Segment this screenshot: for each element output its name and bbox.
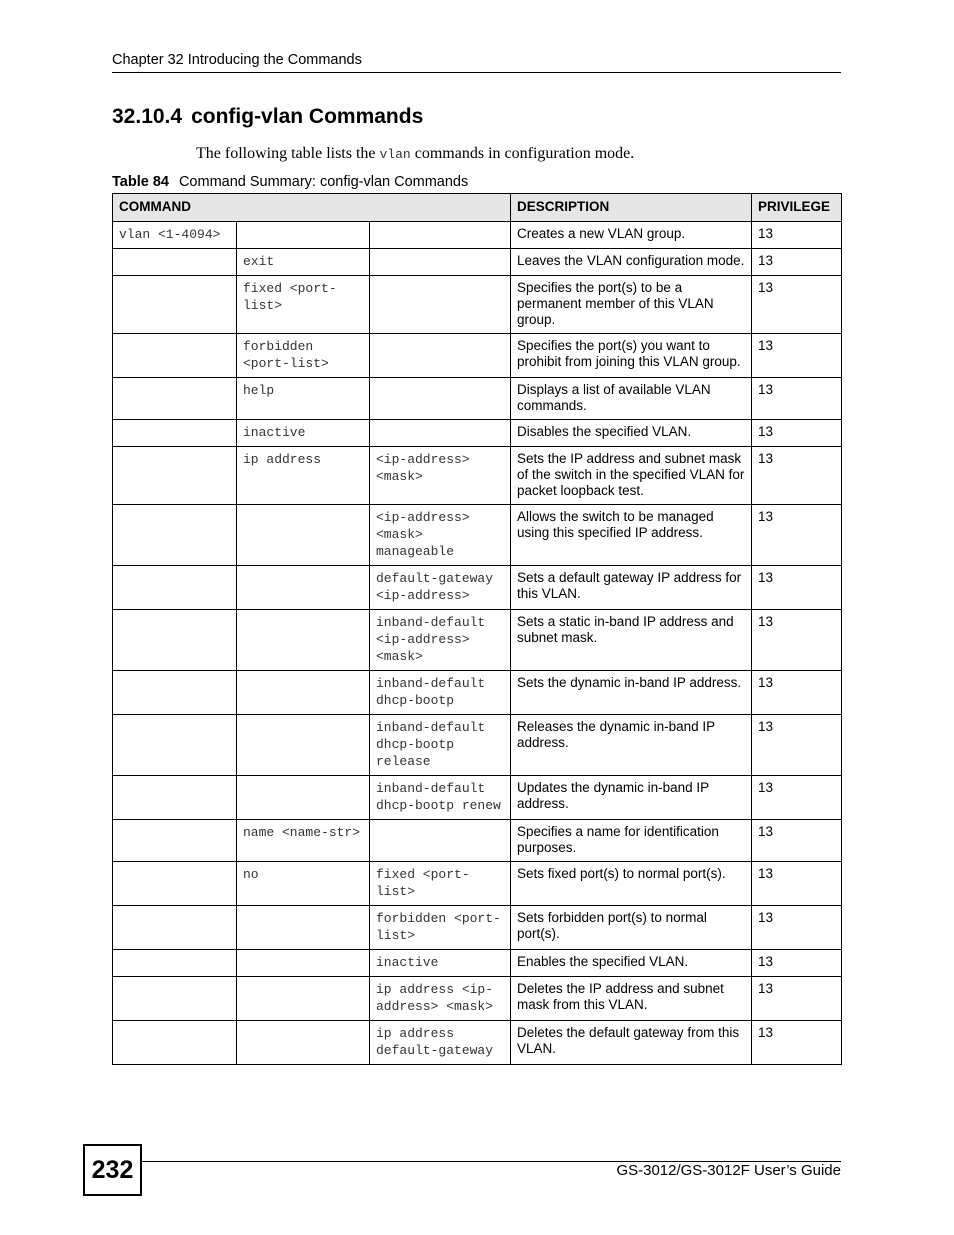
intro-code: vlan <box>379 147 411 162</box>
table-row <box>113 715 842 776</box>
privilege-cell: 13 <box>752 334 842 378</box>
section-number: 32.10.4 <box>112 105 183 128</box>
privilege-cell: 13 <box>752 776 842 820</box>
privilege-cell: 13 <box>752 447 842 505</box>
description-cell: Disables the specified VLAN. <box>511 420 752 447</box>
command-level-2 <box>237 566 370 610</box>
description-cell: Leaves the VLAN configuration mode. <box>511 249 752 276</box>
command-level-1 <box>113 566 237 610</box>
command-level-3: ip address default-gateway <box>370 1021 511 1065</box>
description-cell: Specifies the port(s) to be a permanent member of this VLAN group. <box>511 276 752 334</box>
command-level-1 <box>113 276 237 334</box>
command-level-1 <box>113 950 237 977</box>
command-level-2 <box>237 776 370 820</box>
description-cell: Displays a list of available VLAN commands. <box>511 378 752 420</box>
command-level-2: inactive <box>237 420 370 447</box>
command-level-3: inband-default dhcp-bootp release <box>370 715 511 776</box>
command-level-3: inband-default <ip-address> <mask> <box>370 610 511 671</box>
command-level-1 <box>113 776 237 820</box>
command-level-1 <box>113 378 237 420</box>
command-summary-table <box>112 193 842 1065</box>
description-cell: Deletes the default gateway from this VLAN. <box>511 1021 752 1065</box>
command-level-2: fixed <port-list> <box>237 276 370 334</box>
command-level-2 <box>237 1021 370 1065</box>
table-caption-label: Table 84 <box>112 174 169 190</box>
command-level-1 <box>113 977 237 1021</box>
command-level-2: ip address <box>237 447 370 505</box>
description-cell: Sets a default gateway IP address for this VLAN. <box>511 566 752 610</box>
command-level-3 <box>370 378 511 420</box>
command-level-1: vlan <1-4094> <box>113 222 237 249</box>
table-row <box>113 505 842 566</box>
command-level-3 <box>370 249 511 276</box>
command-level-2 <box>237 906 370 950</box>
command-level-1 <box>113 420 237 447</box>
privilege-cell: 13 <box>752 222 842 249</box>
description-cell: Enables the specified VLAN. <box>511 950 752 977</box>
privilege-cell: 13 <box>752 276 842 334</box>
command-level-2 <box>237 950 370 977</box>
table-row <box>113 977 842 1021</box>
command-level-2 <box>237 505 370 566</box>
command-level-2: exit <box>237 249 370 276</box>
command-level-2 <box>237 715 370 776</box>
table-body <box>113 222 842 1065</box>
privilege-cell: 13 <box>752 249 842 276</box>
description-cell: Specifies a name for identification purposes. <box>511 820 752 862</box>
guide-title: GS-3012/GS-3012F User’s Guide <box>616 1162 841 1179</box>
page-number: 232 <box>83 1144 142 1196</box>
table-caption <box>112 174 468 190</box>
description-cell: Updates the dynamic in-band IP address. <box>511 776 752 820</box>
table-row <box>113 1021 842 1065</box>
command-level-2 <box>237 610 370 671</box>
table-row <box>113 862 842 906</box>
description-cell: Sets forbidden port(s) to normal port(s). <box>511 906 752 950</box>
command-level-3: default-gateway <ip-address> <box>370 566 511 610</box>
header-description: DESCRIPTION <box>511 194 752 222</box>
intro-after: commands in configuration mode. <box>410 145 635 162</box>
command-level-3 <box>370 276 511 334</box>
table-row <box>113 334 842 378</box>
table-row <box>113 610 842 671</box>
command-level-1 <box>113 610 237 671</box>
description-cell: Sets the dynamic in-band IP address. <box>511 671 752 715</box>
command-level-2: name <name-str> <box>237 820 370 862</box>
privilege-cell: 13 <box>752 566 842 610</box>
command-level-3: forbidden <port-list> <box>370 906 511 950</box>
description-cell: Sets the IP address and subnet mask of the switch in the specified VLAN for packet loopback test. <box>511 447 752 505</box>
section-title-text: config-vlan Commands <box>191 105 424 128</box>
table-row <box>113 222 842 249</box>
description-cell: Creates a new VLAN group. <box>511 222 752 249</box>
privilege-cell: 13 <box>752 420 842 447</box>
command-level-3: <ip-address> <mask> <box>370 447 511 505</box>
command-level-3: fixed <port-list> <box>370 862 511 906</box>
command-level-1 <box>113 862 237 906</box>
table-row <box>113 906 842 950</box>
command-level-1 <box>113 505 237 566</box>
header-command: COMMAND <box>113 194 511 222</box>
command-level-1 <box>113 906 237 950</box>
privilege-cell: 13 <box>752 505 842 566</box>
table-row <box>113 420 842 447</box>
description-cell: Releases the dynamic in-band IP address. <box>511 715 752 776</box>
table-row <box>113 671 842 715</box>
section-title <box>112 105 423 129</box>
command-level-1 <box>113 820 237 862</box>
intro-paragraph <box>196 145 634 163</box>
table-row <box>113 776 842 820</box>
command-level-1 <box>113 334 237 378</box>
description-cell: Deletes the IP address and subnet mask from this VLAN. <box>511 977 752 1021</box>
command-level-1 <box>113 249 237 276</box>
command-level-1 <box>113 671 237 715</box>
intro-before: The following table lists the <box>196 145 380 162</box>
table-row <box>113 566 842 610</box>
table-row <box>113 378 842 420</box>
command-level-3: <ip-address> <mask> manageable <box>370 505 511 566</box>
table-row <box>113 950 842 977</box>
command-level-3 <box>370 222 511 249</box>
privilege-cell: 13 <box>752 378 842 420</box>
description-cell: Sets fixed port(s) to normal port(s). <box>511 862 752 906</box>
table-caption-text: Command Summary: config-vlan Commands <box>178 174 469 190</box>
command-level-1 <box>113 715 237 776</box>
privilege-cell: 13 <box>752 977 842 1021</box>
command-level-2 <box>237 977 370 1021</box>
command-level-3 <box>370 334 511 378</box>
table-header-row <box>113 194 842 222</box>
command-level-2: forbidden <port-list> <box>237 334 370 378</box>
command-level-2 <box>237 671 370 715</box>
privilege-cell: 13 <box>752 671 842 715</box>
command-level-3 <box>370 420 511 447</box>
command-level-1 <box>113 1021 237 1065</box>
command-level-1 <box>113 447 237 505</box>
command-level-3: inactive <box>370 950 511 977</box>
command-level-2: no <box>237 862 370 906</box>
description-cell: Allows the switch to be managed using this specified IP address. <box>511 505 752 566</box>
privilege-cell: 13 <box>752 610 842 671</box>
table-row <box>113 249 842 276</box>
privilege-cell: 13 <box>752 950 842 977</box>
table-row <box>113 447 842 505</box>
privilege-cell: 13 <box>752 820 842 862</box>
privilege-cell: 13 <box>752 862 842 906</box>
privilege-cell: 13 <box>752 715 842 776</box>
header-privilege: PRIVILEGE <box>752 194 842 222</box>
privilege-cell: 13 <box>752 906 842 950</box>
table-row <box>113 276 842 334</box>
description-cell: Specifies the port(s) you want to prohibit from joining this VLAN group. <box>511 334 752 378</box>
privilege-cell: 13 <box>752 1021 842 1065</box>
chapter-header: Chapter 32 Introducing the Commands <box>112 52 841 73</box>
command-level-2: help <box>237 378 370 420</box>
command-level-3: inband-default dhcp-bootp <box>370 671 511 715</box>
command-level-3: ip address <ip-address> <mask> <box>370 977 511 1021</box>
description-cell: Sets a static in-band IP address and subnet mask. <box>511 610 752 671</box>
command-level-3: inband-default dhcp-bootp renew <box>370 776 511 820</box>
table-row <box>113 820 842 862</box>
command-level-3 <box>370 820 511 862</box>
command-level-2 <box>237 222 370 249</box>
